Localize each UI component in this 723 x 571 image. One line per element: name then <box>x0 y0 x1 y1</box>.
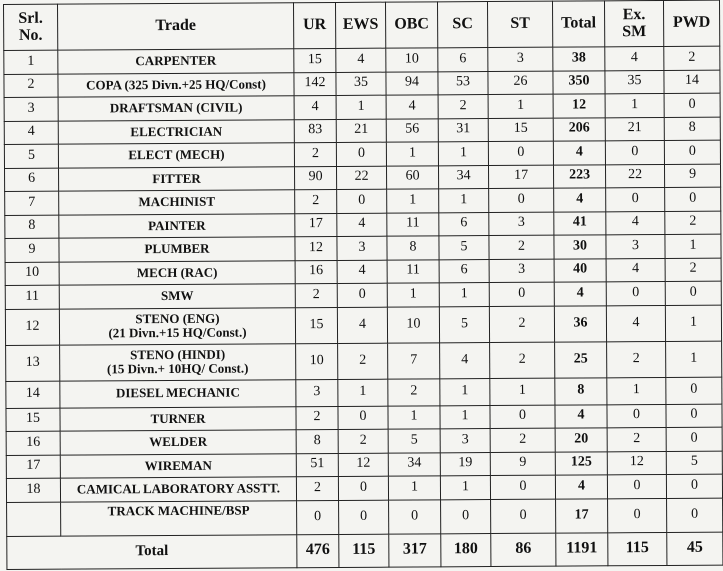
cell-st: 3 <box>488 47 553 71</box>
cell-ur: 15 <box>295 307 337 343</box>
header-pwd: PWD <box>663 0 719 46</box>
cell-obc: 1 <box>388 476 440 500</box>
cell-ews: 4 <box>337 213 387 237</box>
cell-st: 1 <box>490 378 555 405</box>
cell-pwd: 0 <box>664 93 720 117</box>
cell-st: 26 <box>488 71 553 95</box>
cell-total: 8 <box>555 377 607 404</box>
cell-total: 30 <box>554 235 606 259</box>
header-ews: EWS <box>335 2 385 48</box>
cell-ur: 2 <box>294 142 336 166</box>
cell-total: 36 <box>554 305 606 341</box>
cell-total: 4 <box>554 282 606 306</box>
document-sheet <box>3 0 722 566</box>
cell-srl-no: 17 <box>6 455 60 479</box>
cell-ews: 4 <box>337 307 387 343</box>
cell-pwd: 14 <box>664 70 720 94</box>
cell-ews: 4 <box>336 48 386 72</box>
cell-srl-no: 13 <box>6 345 60 381</box>
total-row <box>7 532 723 569</box>
cell-sc: 1 <box>440 476 490 500</box>
cell-ur: 3 <box>296 379 338 406</box>
cell-ur: 51 <box>296 453 338 477</box>
cell-st: 2 <box>490 342 555 378</box>
vacancy-table <box>3 0 723 569</box>
cell-trade: COPA (325 Divn.+25 HQ/Const) <box>58 72 294 97</box>
cell-obc: 2 <box>388 378 440 405</box>
cell-ews: 1 <box>336 95 386 119</box>
cell-ex-sm: 4 <box>605 46 664 70</box>
total-ur: 476 <box>297 534 339 567</box>
cell-srl-no: 9 <box>5 238 59 262</box>
table-row <box>7 498 723 536</box>
cell-ex-sm: 1 <box>605 93 664 117</box>
cell-obc: 10 <box>386 48 438 72</box>
cell-ex-sm: 21 <box>605 117 664 141</box>
cell-total: 4 <box>554 188 606 212</box>
cell-st: 0 <box>489 282 554 306</box>
cell-pwd: 2 <box>665 258 721 282</box>
cell-sc: 5 <box>439 236 489 260</box>
cell-srl-no: 12 <box>5 309 59 345</box>
cell-ur: 16 <box>295 260 337 284</box>
cell-st: 15 <box>488 118 553 142</box>
cell-st: 3 <box>489 259 554 283</box>
cell-ur: 15 <box>294 48 336 72</box>
cell-ex-sm: 0 <box>607 474 666 498</box>
table-header-row <box>4 0 720 50</box>
cell-ur: 8 <box>296 429 338 453</box>
cell-sc: 3 <box>440 429 490 453</box>
cell-sc: 1 <box>439 189 489 213</box>
cell-pwd: 0 <box>666 404 722 428</box>
cell-obc: 1 <box>387 283 439 307</box>
cell-total: 38 <box>553 47 605 71</box>
cell-obc: 8 <box>387 236 439 260</box>
cell-obc: 1 <box>388 405 440 429</box>
cell-ews: 21 <box>336 119 386 143</box>
cell-st: 2 <box>490 428 555 452</box>
cell-st: 3 <box>489 212 554 236</box>
cell-ews: 0 <box>339 500 389 534</box>
header-trade: Trade <box>58 3 294 50</box>
cell-ews: 3 <box>337 236 387 260</box>
cell-trade: STENO (ENG) (21 Divn.+15 HQ/Const.) <box>59 307 295 344</box>
cell-srl-no: 11 <box>5 285 59 309</box>
cell-obc: 60 <box>386 165 438 189</box>
cell-st: 2 <box>489 235 554 259</box>
cell-ex-sm: 3 <box>606 234 665 258</box>
cell-pwd: 0 <box>666 427 722 451</box>
cell-trade: WIREMAN <box>60 453 296 478</box>
cell-pwd: 2 <box>664 46 720 70</box>
cell-ur: 17 <box>295 213 337 237</box>
total-ews: 115 <box>339 534 389 567</box>
cell-pwd: 1 <box>665 305 721 341</box>
cell-total: 350 <box>553 70 605 94</box>
total-obc: 317 <box>389 533 441 566</box>
cell-ur: 2 <box>296 406 338 430</box>
cell-srl-no: 4 <box>4 121 58 145</box>
cell-srl-no: 3 <box>4 97 58 121</box>
cell-ur: 10 <box>296 343 338 379</box>
cell-sc: 19 <box>440 452 490 476</box>
cell-ews: 0 <box>337 189 387 213</box>
cell-ur: 2 <box>295 189 337 213</box>
cell-st: 17 <box>488 165 553 189</box>
cell-ur: 0 <box>297 500 339 534</box>
cell-obc: 10 <box>387 306 439 342</box>
cell-obc: 7 <box>388 342 440 378</box>
cell-trade: PLUMBER <box>59 237 295 262</box>
cell-st: 9 <box>490 452 555 476</box>
cell-total: 41 <box>554 211 606 235</box>
cell-sc: 1 <box>440 405 490 429</box>
cell-ews: 22 <box>336 166 386 190</box>
cell-total: 25 <box>555 341 607 377</box>
cell-total: 4 <box>555 404 607 428</box>
cell-srl-no: 16 <box>6 431 60 455</box>
cell-ex-sm: 0 <box>608 498 667 532</box>
cell-ews: 0 <box>338 476 388 500</box>
cell-obc: 94 <box>386 71 438 95</box>
cell-ex-sm: 4 <box>606 305 665 341</box>
cell-ex-sm: 22 <box>605 164 664 188</box>
cell-trade: DRAFTSMAN (CIVIL) <box>58 96 294 121</box>
cell-sc: 6 <box>438 48 488 72</box>
cell-srl-no: 1 <box>4 50 58 74</box>
cell-ews: 35 <box>336 72 386 96</box>
cell-ur: 12 <box>295 236 337 260</box>
cell-st: 0 <box>489 188 554 212</box>
total-ex-sm: 115 <box>608 532 667 565</box>
cell-srl-no: 8 <box>5 215 59 239</box>
cell-srl-no <box>7 502 61 536</box>
cell-trade: CARPENTER <box>58 49 294 74</box>
cell-trade: MECH (RAC) <box>59 260 295 285</box>
header-total: Total <box>552 1 604 47</box>
cell-srl-no: 5 <box>4 144 58 168</box>
cell-ur: 4 <box>294 95 336 119</box>
header-srl-no: Srl. No. <box>4 4 58 50</box>
cell-ex-sm: 0 <box>605 140 664 164</box>
cell-trade: CAMICAL LABORATORY ASSTT. <box>60 477 296 502</box>
cell-st: 0 <box>490 405 555 429</box>
cell-ur: 142 <box>294 72 336 96</box>
cell-ex-sm: 12 <box>607 451 666 475</box>
cell-srl-no: 18 <box>6 478 60 502</box>
cell-trade: SMW <box>59 284 295 309</box>
cell-sc: 1 <box>440 378 490 405</box>
total-label: Total <box>7 534 297 569</box>
cell-ews: 12 <box>338 453 388 477</box>
cell-ex-sm: 2 <box>607 341 666 377</box>
header-obc: OBC <box>385 2 437 48</box>
cell-srl-no: 14 <box>6 381 60 408</box>
cell-trade: TURNER <box>60 406 296 431</box>
cell-sc: 6 <box>439 212 489 236</box>
cell-ex-sm: 0 <box>606 281 665 305</box>
cell-st: 1 <box>488 94 553 118</box>
cell-sc: 5 <box>439 306 489 342</box>
cell-pwd: 8 <box>664 117 720 141</box>
cell-ur: 2 <box>295 283 337 307</box>
cell-sc: 2 <box>438 95 488 119</box>
cell-total: 206 <box>553 117 605 141</box>
cell-total: 40 <box>554 258 606 282</box>
cell-obc: 56 <box>386 118 438 142</box>
header-st: ST <box>487 1 552 47</box>
total-pwd: 45 <box>667 532 723 565</box>
cell-total: 223 <box>553 164 605 188</box>
cell-trade: TRACK MACHINE/BSP <box>61 500 297 535</box>
cell-total: 125 <box>555 451 607 475</box>
total-sc: 180 <box>441 533 491 566</box>
cell-ex-sm: 0 <box>606 187 665 211</box>
cell-trade: WELDER <box>60 430 296 455</box>
cell-ur: 90 <box>294 166 336 190</box>
cell-srl-no: 2 <box>4 74 58 98</box>
cell-obc: 34 <box>388 452 440 476</box>
cell-pwd: 2 <box>665 211 721 235</box>
cell-obc: 1 <box>386 142 438 166</box>
header-ur: UR <box>293 2 335 48</box>
cell-total: 17 <box>556 498 608 532</box>
cell-trade: ELECTRICIAN <box>58 119 294 144</box>
cell-ex-sm: 35 <box>605 70 664 94</box>
cell-srl-no: 10 <box>5 262 59 286</box>
cell-st: 0 <box>491 499 556 533</box>
cell-total: 12 <box>553 94 605 118</box>
cell-trade: DIESEL MECHANIC <box>60 379 296 407</box>
cell-total: 4 <box>553 141 605 165</box>
cell-ex-sm: 1 <box>607 377 666 404</box>
cell-pwd: 1 <box>666 341 722 377</box>
cell-ex-sm: 2 <box>607 427 666 451</box>
cell-ex-sm: 4 <box>606 258 665 282</box>
cell-obc: 0 <box>389 499 441 533</box>
cell-ews: 0 <box>337 283 387 307</box>
cell-pwd: 0 <box>666 377 722 404</box>
cell-sc: 53 <box>438 71 488 95</box>
cell-pwd: 0 <box>664 140 720 164</box>
cell-st: 0 <box>488 141 553 165</box>
cell-st: 0 <box>490 475 555 499</box>
cell-total: 4 <box>555 475 607 499</box>
cell-sc: 1 <box>439 283 489 307</box>
cell-sc: 31 <box>438 118 488 142</box>
total-st: 86 <box>491 533 556 566</box>
cell-ews: 2 <box>338 429 388 453</box>
cell-pwd: 9 <box>664 164 720 188</box>
cell-trade: PAINTER <box>59 213 295 238</box>
cell-obc: 4 <box>386 95 438 119</box>
cell-st: 2 <box>489 306 554 342</box>
cell-pwd: 0 <box>667 498 723 532</box>
cell-pwd: 5 <box>666 451 722 475</box>
cell-total: 20 <box>555 428 607 452</box>
cell-srl-no: 6 <box>5 168 59 192</box>
cell-obc: 5 <box>388 429 440 453</box>
table-row <box>5 305 721 345</box>
total-total: 1191 <box>556 532 608 565</box>
cell-ews: 2 <box>338 343 388 379</box>
cell-trade: ELECT (MECH) <box>58 143 294 168</box>
cell-ews: 4 <box>337 260 387 284</box>
cell-ex-sm: 4 <box>606 211 665 235</box>
cell-ex-sm: 0 <box>607 404 666 428</box>
cell-pwd: 0 <box>665 187 721 211</box>
cell-sc: 0 <box>441 499 491 533</box>
cell-srl-no: 15 <box>6 408 60 432</box>
header-ex-sm: Ex. SM <box>604 0 663 46</box>
cell-trade: STENO (HINDI) (15 Divn.+ 10HQ/ Const.) <box>60 343 296 380</box>
cell-trade: FITTER <box>59 166 295 191</box>
cell-pwd: 1 <box>665 234 721 258</box>
cell-sc: 6 <box>439 259 489 283</box>
cell-obc: 1 <box>387 189 439 213</box>
cell-ews: 1 <box>338 379 388 406</box>
cell-pwd: 0 <box>665 281 721 305</box>
header-sc: SC <box>437 2 487 48</box>
cell-pwd: 0 <box>666 474 722 498</box>
cell-srl-no: 7 <box>5 191 59 215</box>
cell-sc: 34 <box>438 165 488 189</box>
cell-sc: 4 <box>440 342 490 378</box>
cell-ur: 2 <box>296 476 338 500</box>
table-row <box>6 341 722 381</box>
cell-ews: 0 <box>338 406 388 430</box>
cell-ur: 83 <box>294 119 336 143</box>
cell-obc: 11 <box>387 259 439 283</box>
cell-obc: 11 <box>387 212 439 236</box>
cell-trade: MACHINIST <box>59 190 295 215</box>
cell-ews: 0 <box>336 142 386 166</box>
cell-sc: 1 <box>438 142 488 166</box>
